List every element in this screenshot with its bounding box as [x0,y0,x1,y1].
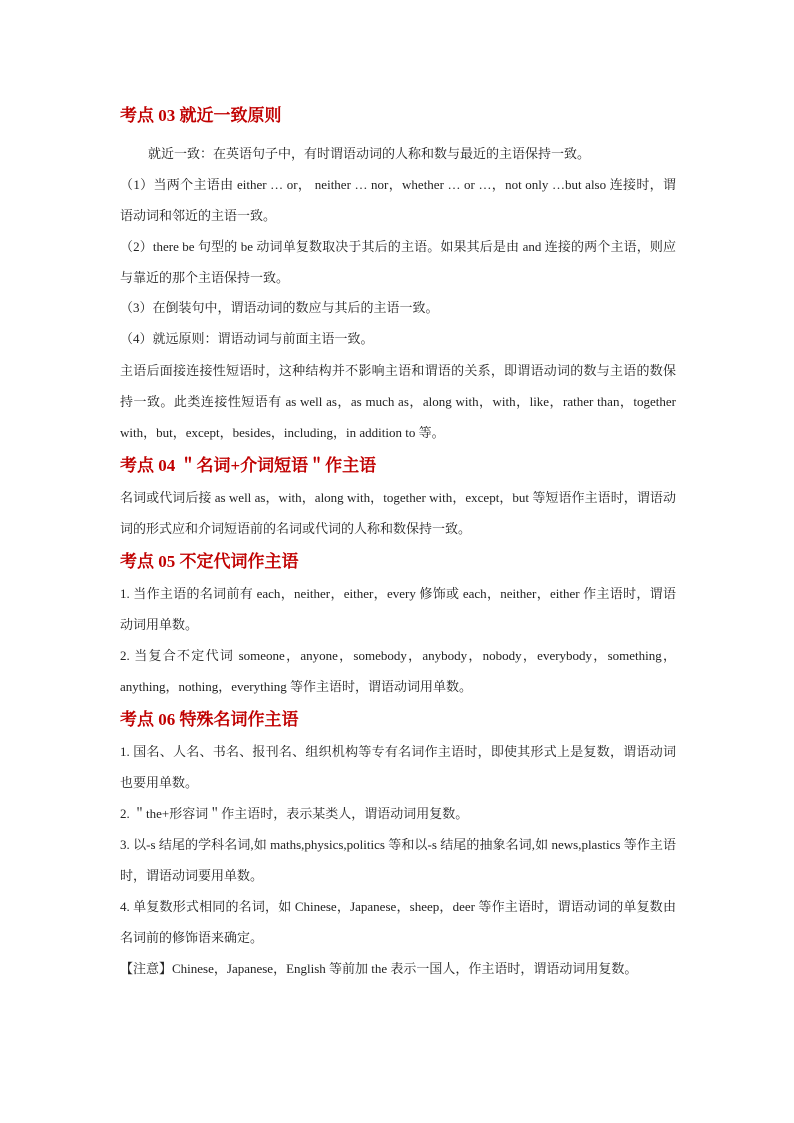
section-heading-06: 考点 06 特殊名词作主语 [120,710,299,729]
section-heading-03: 考点 03 就近一致原则 [120,106,282,125]
paragraph: （2）there be 句型的 be 动词单复数取决于其后的主语。如果其后是由 and 连接的两个主语，则应与靠近的那个主语保持一致。 [120,239,676,285]
paragraph: 2. 当复合不定代词 someone，anyone，somebody，anybody，nobody，everybody，something，anything，nothing，everything 等作主语时，谓语动词用单数。 [120,648,676,694]
section-heading-05: 考点 05 不定代词作主语 [120,552,299,571]
note-paragraph: 【注意】Chinese，Japanese，English 等前加 the 表示一国人，作主语时，谓语动词用复数。 [120,961,638,976]
paragraph: （3）在倒装句中，谓语动词的数应与其后的主语一致。 [120,300,439,315]
paragraph: 1. 国名、人名、书名、报刊名、组织机构等专有名词作主语时，即使其形式上是复数，谓语动词也要用单数。 [120,744,676,790]
document-page [120,104,676,984]
paragraph: （1）当两个主语由 either … or， neither … nor，whether … or …，not only …but also 连接时，谓语动词和邻近的主语一致。 [120,177,676,223]
paragraph: 3. 以-s 结尾的学科名词,如 maths,physics,politics 等和以-s 结尾的抽象名词,如 news,plastics 等作主语时，谓语动词要用单数。 [120,837,676,883]
section-heading-04: 考点 04 ＂名词+介词短语＂作主语 [120,456,377,475]
paragraph: 就近一致：在英语句子中，有时谓语动词的人称和数与最近的主语保持一致。 [148,146,591,161]
paragraph: 4. 单复数形式相同的名词，如 Chinese，Japanese，sheep，deer 等作主语时，谓语动词的单复数由名词前的修饰语来确定。 [120,899,676,945]
paragraph: 主语后面接连接性短语时，这种结构并不影响主语和谓语的关系，即谓语动词的数与主语的数保持一致。此类连接性短语有 as well as，as much as，along with，with，like，rather than，together with，but，except，besides，including，in addition to 等。 [120,363,676,440]
paragraph: 名词或代词后接 as well as，with，along with，together with，except，but 等短语作主语时，谓语动词的形式应和介词短语前的名词或代词的人称和数保持一致。 [120,490,676,536]
paragraph: 1. 当作主语的名词前有 each，neither，either，every 修饰或 each，neither，either 作主语时，谓语动词用单数。 [120,586,676,632]
paragraph: 2. ＂the+形容词＂作主语时，表示某类人，谓语动词用复数。 [120,806,469,821]
paragraph: （4）就远原则：谓语动词与前面主语一致。 [120,331,374,346]
